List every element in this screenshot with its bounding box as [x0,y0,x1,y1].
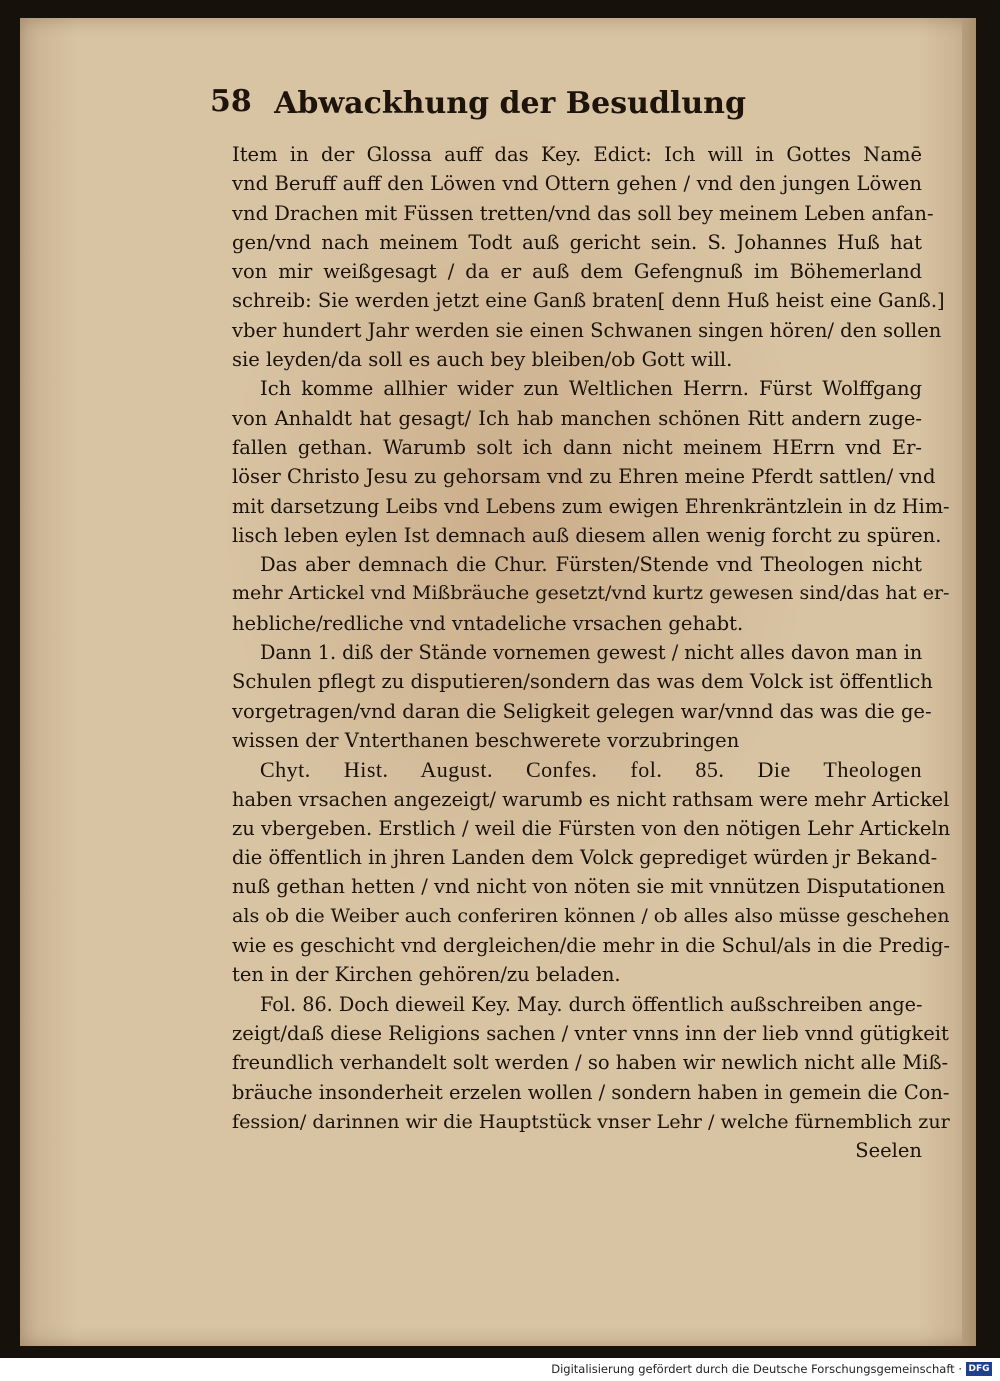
text-line: Schulen pflegt zu disputieren/sondern das was dem Volck ist öffentlich [232,670,933,694]
text-line: vnd Drachen mit Füssen tretten/vnd das soll bey meinem Leben anfan- [232,201,934,225]
text-line: Item in der Glossa auff das Key. Edict: Ich will in Gottes Namē [232,143,922,166]
text-line: die öffentlich in jhren Landen dem Volck geprediget würden jr Bekand- [232,846,938,870]
catchword: Seelen [855,1139,922,1163]
text-line: von Anhaldt hat gesagt/ Ich hab manchen schönen Ritt andern zuge- [232,406,922,430]
page-header [210,84,770,132]
text-line: vnd Beruff auff den Löwen vnd Ottern gehen / vnd den jungen Löwen [232,172,922,196]
text-line: hebliche/redliche vnd vntadeliche vrsachen gehabt. [232,611,744,635]
text-line: haben vrsachen angezeigt/ warumb es nicht rathsam were mehr Artickel [232,787,950,811]
text-line: bräuche insonderheit erzelen wollen / sondern haben in gemein die Con- [232,1080,950,1104]
text-line: sie leyden/da soll es auch bey bleiben/ob Gott will. [232,348,733,372]
text-line: zu vbergeben. Erstlich / weil die Fürsten von den nötigen Lehr Artickeln [232,816,951,840]
text-line: löser Christo Jesu zu gehorsam vnd zu Ehren meine Pferdt sattlen/ vnd [232,465,936,489]
text-line: Chyt. Hist. August. Confes. fol. 85. Die Theologen [260,757,922,783]
text-line: vorgetragen/vnd daran die Seligkeit gelegen war/vnnd das was die ge- [232,699,932,723]
page-edge [962,18,976,1346]
text-line: Fol. 86. Doch dieweil Key. May. durch öffentlich außschreiben ange- [260,992,923,1016]
body-text [232,140,951,1165]
text-line: Dann 1. diß der Stände vornemen gewest / nicht alles davon man in [260,641,923,665]
text-line: zeigt/daß diese Religions sachen / vnter vnns inn der lieb vnnd gütigkeit [232,1021,949,1045]
text-line: lisch leben eylen Ist demnach auß diesem allen wenig forcht zu spüren. [232,523,942,547]
text-line: freundlich verhandelt solt werden / so haben wir newlich nicht alle Miß- [232,1051,949,1075]
text-line: mit darsetzung Leibs vnd Lebens zum ewigen Ehrenkräntzlein in dz Him- [232,494,950,518]
text-line: vber hundert Jahr werden sie einen Schwanen singen hören/ den sollen [232,318,942,342]
text-line: Das aber demnach die Chur. Fürsten/Stende vnd Theologen nicht [260,553,922,577]
text-line: Ich komme allhier wider zun Weltlichen Herrn. Fürst Wolffgang [260,377,922,401]
running-title: Abwackhung der Besudlung [274,86,746,121]
funding-credit: Digitalisierung gefördert durch die Deutsche Forschungsgemeinschaft · [551,1362,962,1376]
text-line: ten in der Kirchen gehören/zu beladen. [232,963,621,987]
text-line: mehr Artickel vnd Mißbräuche gesetzt/vnd kurtz gewesen sind/das hat er- [232,582,950,605]
dfg-logo: DFG [966,1362,992,1376]
text-line: schreib: Sie werden jetzt eine Ganß braten[ denn Huß heist eine Ganß.] [232,289,945,313]
text-line: von mir weißgesagt / da er auß dem Gefengnuß im Böhemerland [232,260,922,284]
text-line: nuß gethan hetten / vnd nicht von nöten sie mit vnnützen Disputationen [232,875,946,899]
text-line: als ob die Weiber auch conferiren können / ob alles also müsse geschehen [232,904,950,927]
text-line: fession/ darinnen wir die Hauptstück vnser Lehr / welche fürnemblich zur [232,1109,950,1133]
text-line: fallen gethan. Warumb solt ich dann nicht meinem HErrn vnd Er- [232,435,922,459]
page-number: 58 [210,84,252,119]
text-line: wie es geschicht vnd dergleichen/die mehr in die Schul/als in die Predig- [232,934,950,958]
footer-bar [0,1358,1000,1381]
text-line: gen/vnd nach meinem Todt auß gericht sein. S. Johannes Huß hat [232,230,922,254]
text-line: wissen der Vnterthanen beschwerete vorzubringen [232,728,740,752]
